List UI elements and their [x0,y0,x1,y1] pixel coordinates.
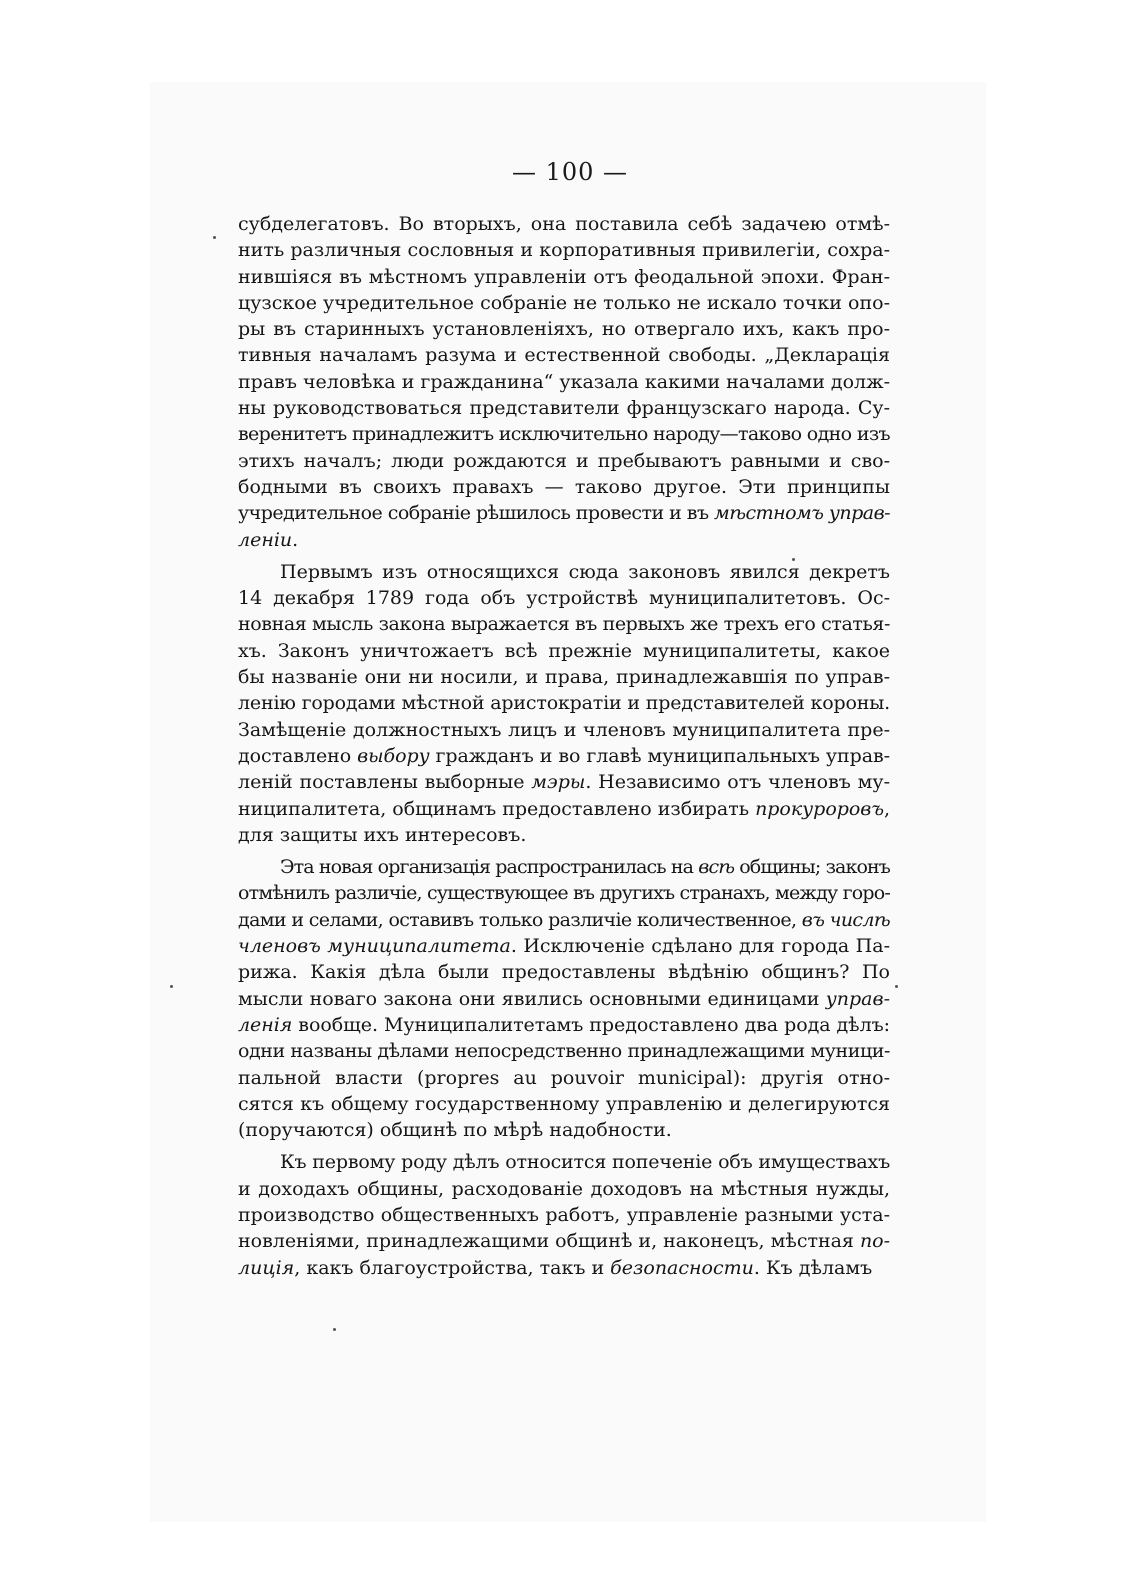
text-line [238,717,890,743]
text-line [238,316,890,342]
scan-speck [895,985,898,988]
scan-speck [792,558,795,561]
text-segment: ны руководствоваться представители французскаго народа. Су- [238,397,890,420]
text-line [238,1012,890,1038]
text-segment: гражданъ и во главѣ муниципальныхъ управ- [429,744,890,767]
text-line [238,290,890,316]
text-segment: сятся къ общему государственному управленію и делегируются [238,1092,890,1115]
text-segment: новленіями, принадлежащими общинѣ и, наконецъ, мѣстная [238,1230,860,1253]
paragraph [238,211,890,553]
text-segment: ры въ старинныхъ установленіяхъ, но отвергало ихъ, какъ про- [238,318,890,341]
text-segment: пальной власти (propres au pouvoir municipal): другія отно- [238,1066,890,1089]
text-line [238,474,890,500]
text-line [238,611,890,637]
text-segment: тивныя началамъ разума и естественной свободы. „Декларація [238,344,890,367]
text-line [238,395,890,421]
text-segment: нить различныя сословныя и корпоративныя привилегіи, сохра- [238,239,890,262]
text-segment: и доходахъ общины, расходованіе доходовъ на мѣстныя нужды, [238,1177,890,1200]
text-line [238,822,890,848]
text-line [238,769,890,795]
italic-text: мэры [531,771,586,794]
italic-text: ленія [238,1013,293,1036]
text-line [238,559,890,585]
text-segment: веренитетъ принадлежитъ исключительно народу—таково одно изъ [238,423,890,446]
text-line [238,1038,890,1064]
text-segment: ленію городами мѣстной аристократіи и представителей короны. [238,692,891,715]
text-line [238,211,890,237]
text-segment: субделегатовъ. Во вторыхъ, она поставила себѣ задачею отмѣ- [238,213,890,235]
text-line [238,500,890,526]
text-segment: . Исключеніе сдѣлано для города Па- [510,935,891,958]
scan-speck [213,236,216,239]
text-line [238,854,890,880]
text-line [238,1202,890,1228]
text-line [238,1091,890,1117]
text-line [238,1228,890,1254]
text-segment: вообще. Муниципалитетамъ предоставлено два рода дѣлъ: [292,1013,891,1036]
text-segment: этихъ началъ; люди рождаются и пребываютъ равными и сво- [238,449,890,472]
text-segment: отмѣнилъ различіе, существующее въ другихъ странахъ, между горо- [238,882,890,905]
scan-speck [333,1328,336,1331]
text-line [238,690,890,716]
text-segment: Эта новая организація распространилась на [280,856,699,879]
text-line [238,1255,890,1281]
italic-text: прокуроровъ [755,797,884,820]
text-segment: учредительное собраніе рѣшилось провести и въ [238,502,715,525]
text-segment: производство общественныхъ работъ, управленіе разными уста- [238,1203,890,1226]
text-segment: бодными въ своихъ правахъ — таково другое. Эти принципы [238,475,890,498]
italic-text: безопасности [610,1256,754,1279]
text-segment: для защиты ихъ интересовъ. [238,823,527,846]
text-line [238,933,890,959]
italic-text: въ числѣ [801,908,891,931]
paragraph [238,854,890,1143]
text-line [238,448,890,474]
text-segment: дами и селами, оставивъ только различіе количественное, [238,908,802,931]
text-segment: леній поставлены выборные [238,771,532,794]
text-segment: нившіяся въ мѣстномъ управленіи отъ феодальной эпохи. Фран- [238,265,890,288]
text-segment: . [292,528,299,551]
text-line [238,1065,890,1091]
text-segment: . Къ дѣламъ [753,1256,873,1279]
text-segment: цузское учредительное собраніе не только не искало точки опо- [238,291,890,314]
italic-text: в- [873,502,890,525]
text-segment: 14 декабря 1789 года объ устройствѣ муниципалитетовъ. Ос- [238,587,890,610]
body-text [238,211,890,1281]
text-segment: правъ человѣка и гражданина“ указала какими началами долж- [238,370,891,393]
italic-text: по- [859,1230,890,1253]
text-segment: (поручаются) общинѣ по мѣрѣ надобности. [238,1119,672,1142]
text-line [238,638,890,664]
italic-text: выбору [357,744,430,767]
italic-text: членовъ муниципалитета [238,935,511,958]
italic-text: лиція [238,1256,295,1279]
text-segment: новная мысль закона выражается въ первыхъ же трехъ его статья- [238,613,891,636]
italic-text: мѣстномъ упра [714,502,874,525]
italic-text: всѣ [698,856,735,879]
text-line [238,1117,890,1143]
text-line [238,743,890,769]
text-segment: одни названы дѣлами непосредственно принадлежащими муници- [238,1040,890,1063]
text-segment: рижа. Какія дѣла были предоставлены вѣдѣнію общинъ? По [238,961,890,984]
text-line [238,664,890,690]
text-line [238,1176,890,1202]
text-line [238,585,890,611]
text-segment: хъ. Законъ уничтожаетъ всѣ прежніе муниципалитеты, какое [238,639,890,662]
text-line [238,907,890,933]
text-segment: Первымъ изъ относящихся сюда законовъ явился декретъ [280,560,890,583]
text-line [238,237,890,263]
text-line [238,421,890,447]
text-line [238,986,890,1012]
text-line [238,264,890,290]
text-segment: , какъ благоустройства, такъ и [294,1256,611,1279]
text-segment: доставлено [238,744,358,767]
text-segment: общины; законъ [734,856,890,879]
page-number: — 100 — [511,158,629,186]
text-line [238,880,890,906]
text-line [238,796,890,822]
text-segment: бы названіе они ни носили, и права, принадлежавшія по управ- [238,666,890,689]
text-segment: мысли новаго закона они явились основными единицами [238,987,826,1010]
paragraph [238,1149,890,1280]
scan-speck [170,985,173,988]
text-segment: , [883,797,890,820]
text-segment: Замѣщеніе должностныхъ лицъ и членовъ муниципалитета пре- [238,718,890,741]
text-line [238,527,890,553]
text-line [238,1149,890,1175]
text-segment: ниципалитета, общинамъ предоставлено избирать [238,797,756,820]
text-segment: . Независимо отъ членовъ му- [585,771,891,794]
text-segment: Къ первому роду дѣлъ относится попеченіе объ имуществахъ [280,1151,891,1174]
text-line [238,959,890,985]
italic-text: управ- [825,987,890,1010]
italic-text: леніи [238,528,293,551]
paragraph [238,559,890,848]
text-line [238,342,890,368]
text-line [238,369,890,395]
